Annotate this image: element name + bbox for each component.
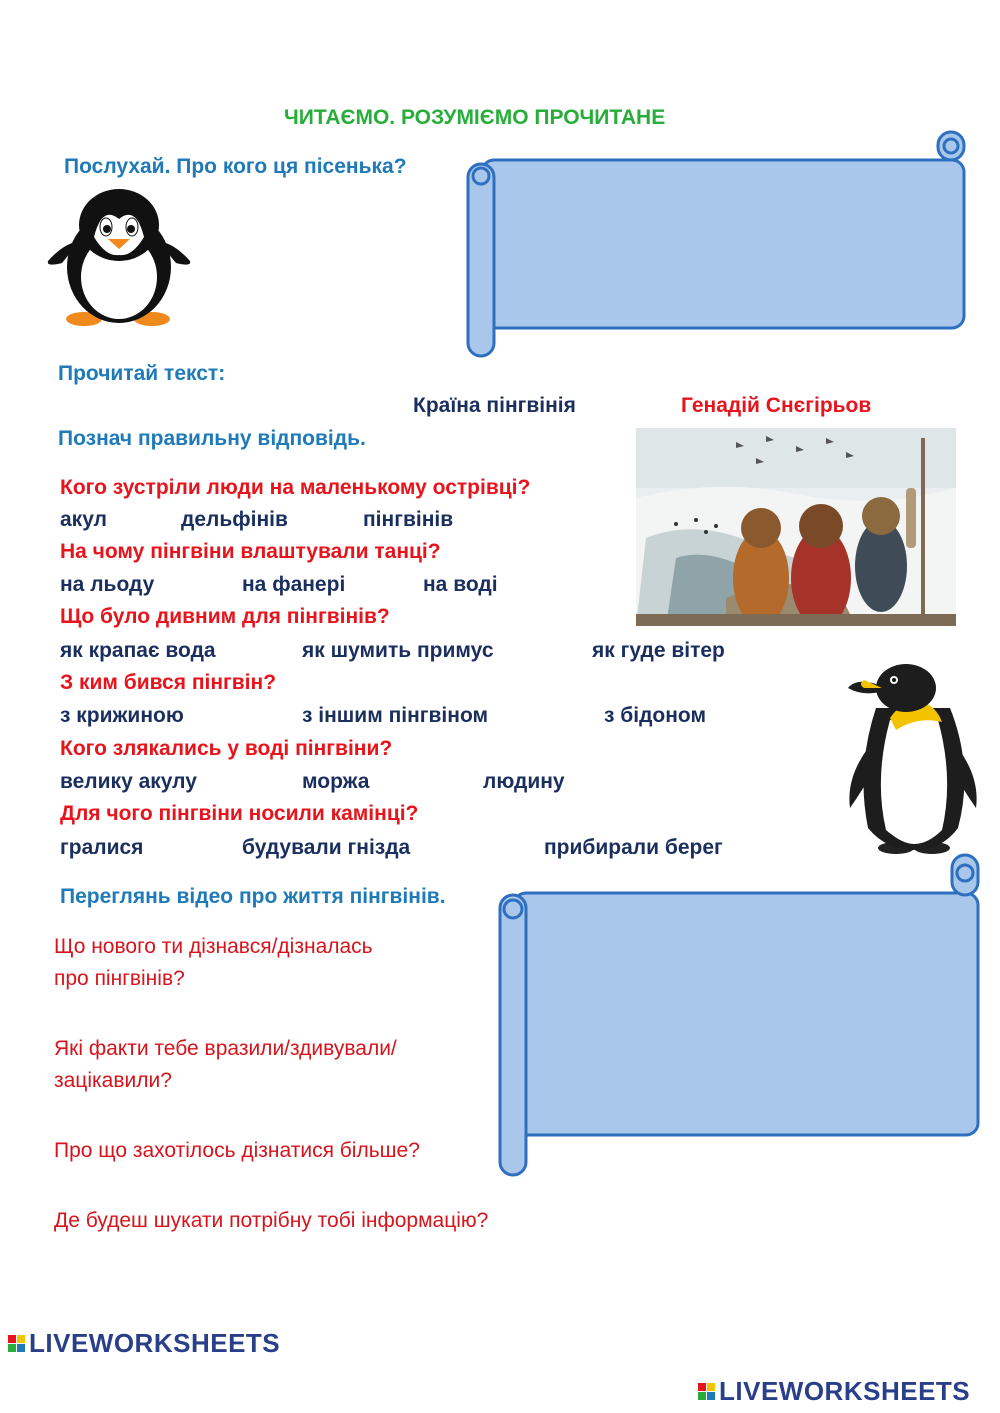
question-6: Для чого пінгвіни носили камінці? xyxy=(60,802,419,825)
answer-scroll-1[interactable] xyxy=(466,130,968,360)
answer-option[interactable]: з бідоном xyxy=(604,704,707,727)
answer-option[interactable]: велику акулу xyxy=(60,770,197,793)
liveworksheets-logo-text: LIVEWORKSHEETS xyxy=(29,1328,281,1358)
question-5: Кого злякались у воді пінгвіни? xyxy=(60,737,393,760)
answer-option[interactable]: прибирали берег xyxy=(544,836,723,859)
liveworksheets-logo xyxy=(8,1328,280,1359)
liveworksheets-logo-footer-text: LIVEWORKSHEETS xyxy=(719,1376,971,1406)
arctic-illustration-image xyxy=(636,428,956,631)
answer-scroll-2[interactable] xyxy=(498,853,982,1179)
answer-option[interactable]: пінгвінів xyxy=(363,508,454,531)
cube-icon xyxy=(8,1335,25,1352)
answer-option[interactable]: на воді xyxy=(423,573,498,596)
question-4: З ким бився пінгвін? xyxy=(60,671,277,694)
answer-option[interactable]: людину xyxy=(483,770,565,793)
reflection-question-2-line-1: Які факти тебе вразили/здивували/ xyxy=(54,1037,397,1060)
answer-option[interactable]: акул xyxy=(60,508,107,531)
reflection-question-3: Про що захотілось дізнатися більше? xyxy=(54,1139,420,1162)
story-title: Країна пінгвінія xyxy=(413,394,576,417)
answer-option[interactable]: з іншим пінгвіном xyxy=(302,704,489,727)
page-title: ЧИТАЄМО. РОЗУМІЄМО ПРОЧИТАНЕ xyxy=(284,106,666,129)
answer-option[interactable]: з крижиною xyxy=(60,704,184,727)
liveworksheets-logo-footer xyxy=(698,1376,970,1407)
reflection-question-1-line-1: Що нового ти дізнався/дізналась xyxy=(54,935,373,958)
emperor-penguin-image xyxy=(846,658,980,863)
answer-option[interactable]: як шумить примус xyxy=(302,639,494,662)
video-heading: Переглянь відео про життя пінгвінів. xyxy=(60,885,446,908)
answer-option[interactable]: на фанері xyxy=(242,573,346,596)
answer-option[interactable]: дельфінів xyxy=(181,508,288,531)
reflection-question-2-line-2: зацікавили? xyxy=(54,1069,172,1092)
question-1: Кого зустріли люди на маленькому острівці? xyxy=(60,476,531,499)
reflection-question-4: Де будеш шукати потрібну тобі інформацію? xyxy=(54,1209,489,1232)
answer-option[interactable]: як крапає вода xyxy=(60,639,216,662)
reflection-question-1-line-2: про пінгвінів? xyxy=(54,967,185,990)
answer-option[interactable]: на льоду xyxy=(60,573,155,596)
listen-heading: Послухай. Про кого ця пісенька? xyxy=(64,155,407,178)
answer-option[interactable]: будували гнізда xyxy=(242,836,411,859)
question-3: Що було дивним для пінгвінів? xyxy=(60,605,390,628)
answer-option[interactable]: гралися xyxy=(60,836,144,859)
cartoon-penguin-image xyxy=(44,185,194,335)
cube-icon xyxy=(698,1383,715,1400)
story-author: Генадій Снєгірьов xyxy=(681,394,872,417)
question-2: На чому пінгвіни влаштували танці? xyxy=(60,540,441,563)
read-heading: Прочитай текст: xyxy=(58,362,226,385)
answer-option[interactable]: як гуде вітер xyxy=(592,639,725,662)
mark-heading: Познач правильну відповідь. xyxy=(58,427,366,450)
answer-option[interactable]: моржа xyxy=(302,770,370,793)
